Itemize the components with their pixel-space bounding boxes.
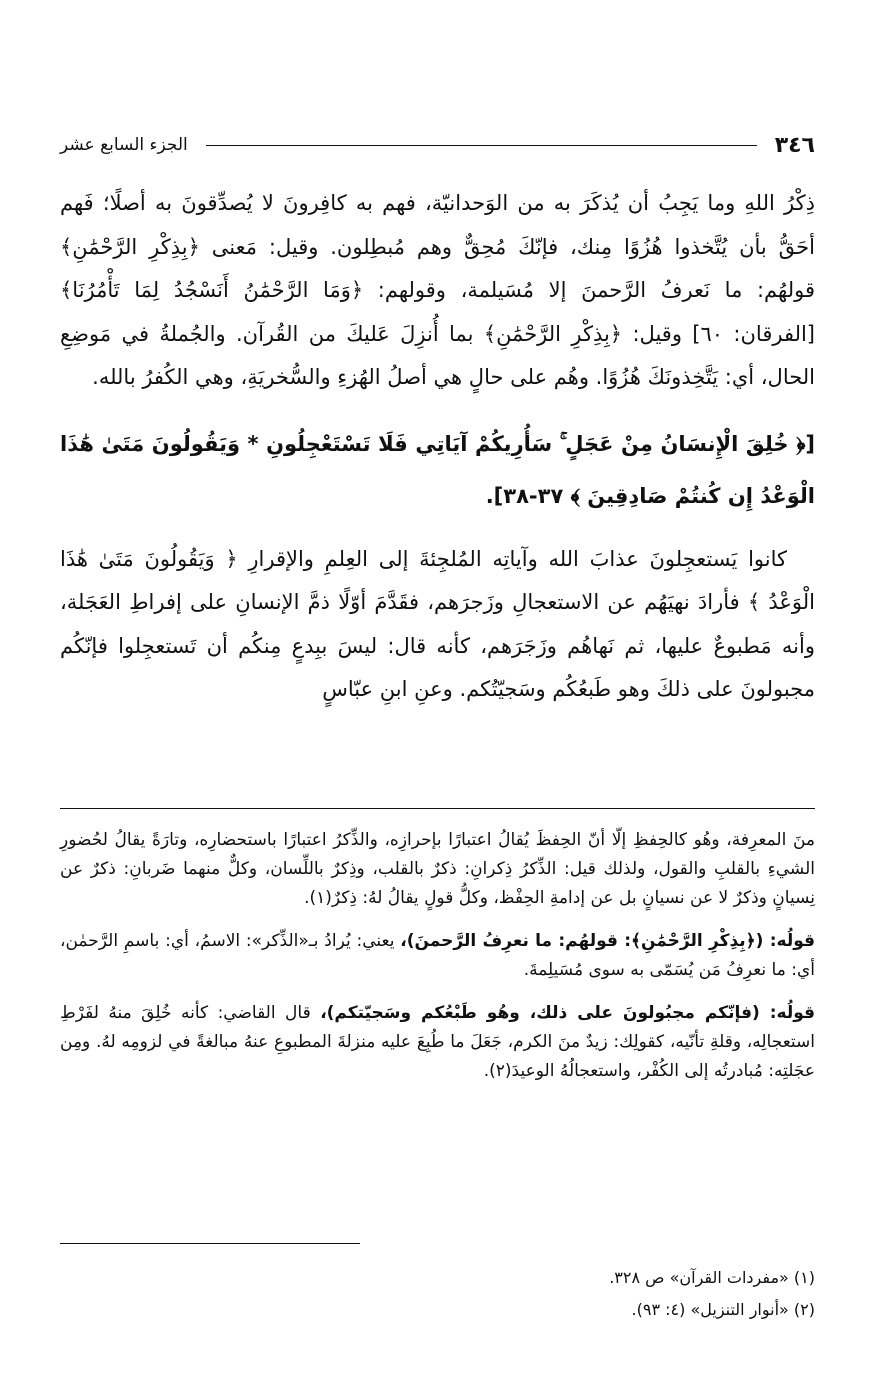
commentary-divider	[60, 808, 815, 809]
commentary-paragraph-1: منَ المعرِفة، وهُو كالحِفظِ إلّا أنّ الحِفظَ يُقالُ اعتبارًا بإحرازِه، والذِّكرُ اعتبارًا باستحضارِه، وتارَةً يقالُ لحُضورِ الشيءِ بالقلبِ والقول، ولذلك قيل: الذِّكرُ ذِكرانِ: ذكرٌ بالقلب، وذِكرٌ باللِّسان، وكلٌّ منهما ضَربانِ: ذكرٌ عن نِسيانٍ وذكرٌ لا عن نسيانٍ بل عن إدامةِ الحِفْظ، وكلُّ قولٍ يقالُ لهُ: ذِكرٌ(١).	[60, 830, 815, 908]
main-paragraph-2: كانوا يَستعجِلونَ عذابَ الله وآياتِه المُلجِئةَ إلى العِلمِ والإقرارِ ﴿ وَيَقُولُونَ مَتَىٰ هَٰذَا الْوَعْدُ ﴾ فأرادَ نهيَهُم عن الاستعجالِ وزَجرَهم، فقَدَّمَ أوّلًا ذمَّ الإنسانِ على إفراطِ العَجَلة، وأنه مَطبوعٌ عليها، ثم نَهاهُم وزَجَرَهم، كأنه قال: ليسَ ببِدعٍ مِنكُم أن تَستعجِلوا فإنّكُم مجبولونَ على ذلكَ وهو طَبعُكُم وسَجيّتُكم. وعنِ ابنِ عبّاسٍ	[60, 546, 815, 701]
page-number: ٣٤٦	[774, 132, 815, 158]
quran-verse: [﴿ خُلِقَ الْإِنسَانُ مِنْ عَجَلٍ ۚ سَأُرِيكُمْ آيَاتِي فَلَا تَسْتَعْجِلُونِ * وَيَقُولُونَ مَتَىٰ هَٰذَا الْوَعْدُ إِن كُنتُمْ صَادِقِينَ ﴾ ٣٧-٣٨].	[60, 431, 815, 508]
commentary-quote: قولُه: (﴿بِذِكْرِ الرَّحْمَٰنِ﴾: قولهُم: ما نعرِفُ الرَّحمنَ)،	[400, 931, 815, 951]
footnote-1: (١) «مفردات القرآن» ص ٣٢٨.	[609, 1268, 815, 1287]
header-rule	[206, 145, 757, 146]
main-text	[60, 182, 815, 712]
commentary-paragraph-2	[60, 927, 815, 985]
footnotes	[60, 1262, 815, 1326]
footnote-rule	[60, 1243, 360, 1244]
commentary-section	[60, 826, 815, 1100]
commentary-text: يعني: يُرادُ بـ«الذِّكر»: الاسمُ، أي: باسمِ الرَّحمٰن، أي: ما نعرِفُ مَن يُسَمّى به سوى مُسَيلِمةَ.	[60, 931, 815, 980]
running-title: الجزء السابع عشر	[60, 135, 188, 155]
commentary-text: قال القاضي: كأنه خُلِقَ منهُ لفَرْطِ استعجالِه، وقلةِ تأنّيه، كقولِك: زيدٌ منَ الكرم، جَعَلَ ما طُبِعَ عليه منزلةَ المطبوعِ عنهُ مبالغةً في لزومِه لهُ. ومِن عجَلتِه: مُبادرتُه إلى الكُفْر، واستعجالُهُ الوعيدَ(٢).	[60, 1003, 815, 1081]
footnote-2: (٢) «أنوار التنزيل» (٤: ٩٣).	[631, 1300, 815, 1319]
book-page	[60, 0, 815, 1399]
page-header	[60, 130, 815, 160]
commentary-quote: قولُه: (فإنّكم مجبُولونَ على ذلك، وهُو طَبْعُكم وسَجيّتكم)،	[320, 1003, 816, 1023]
commentary-paragraph-3	[60, 999, 815, 1086]
main-paragraph-1: ذِكْرُ اللهِ وما يَجِبُ أن يُذكَرَ به من الوَحدانيّة، فهم به كافِرونَ لا يُصدِّقونَ به أصلًا؛ فَهم أحَقُّ بأن يُتَّخذوا هُزُوًا مِنك، فإنّكَ مُحِقٌّ وهم مُبطِلون. وقيل: مَعنى ﴿بِذِكْرِ الرَّحْمَٰنِ﴾ قولهُم: ما نَعرفُ الرَّحمنَ إلا مُسَيلمة، وقولهم: ﴿وَمَا الرَّحْمَٰنُ أَنَسْجُدُ لِمَا تَأْمُرُنَا﴾ [الفرقان: ٦٠] وقيل: ﴿بِذِكْرِ الرَّحْمَٰنِ﴾ بما أُنزِلَ عَليكَ من القُرآن. والجُملةُ في مَوضِعِ الحال، أي: يَتَّخِذونَكَ هُزُوًا. وهُم على حالٍ هي أصلُ الهُزءِ والسُّخريَةِ، وهي الكُفرُ بالله.	[60, 191, 815, 389]
